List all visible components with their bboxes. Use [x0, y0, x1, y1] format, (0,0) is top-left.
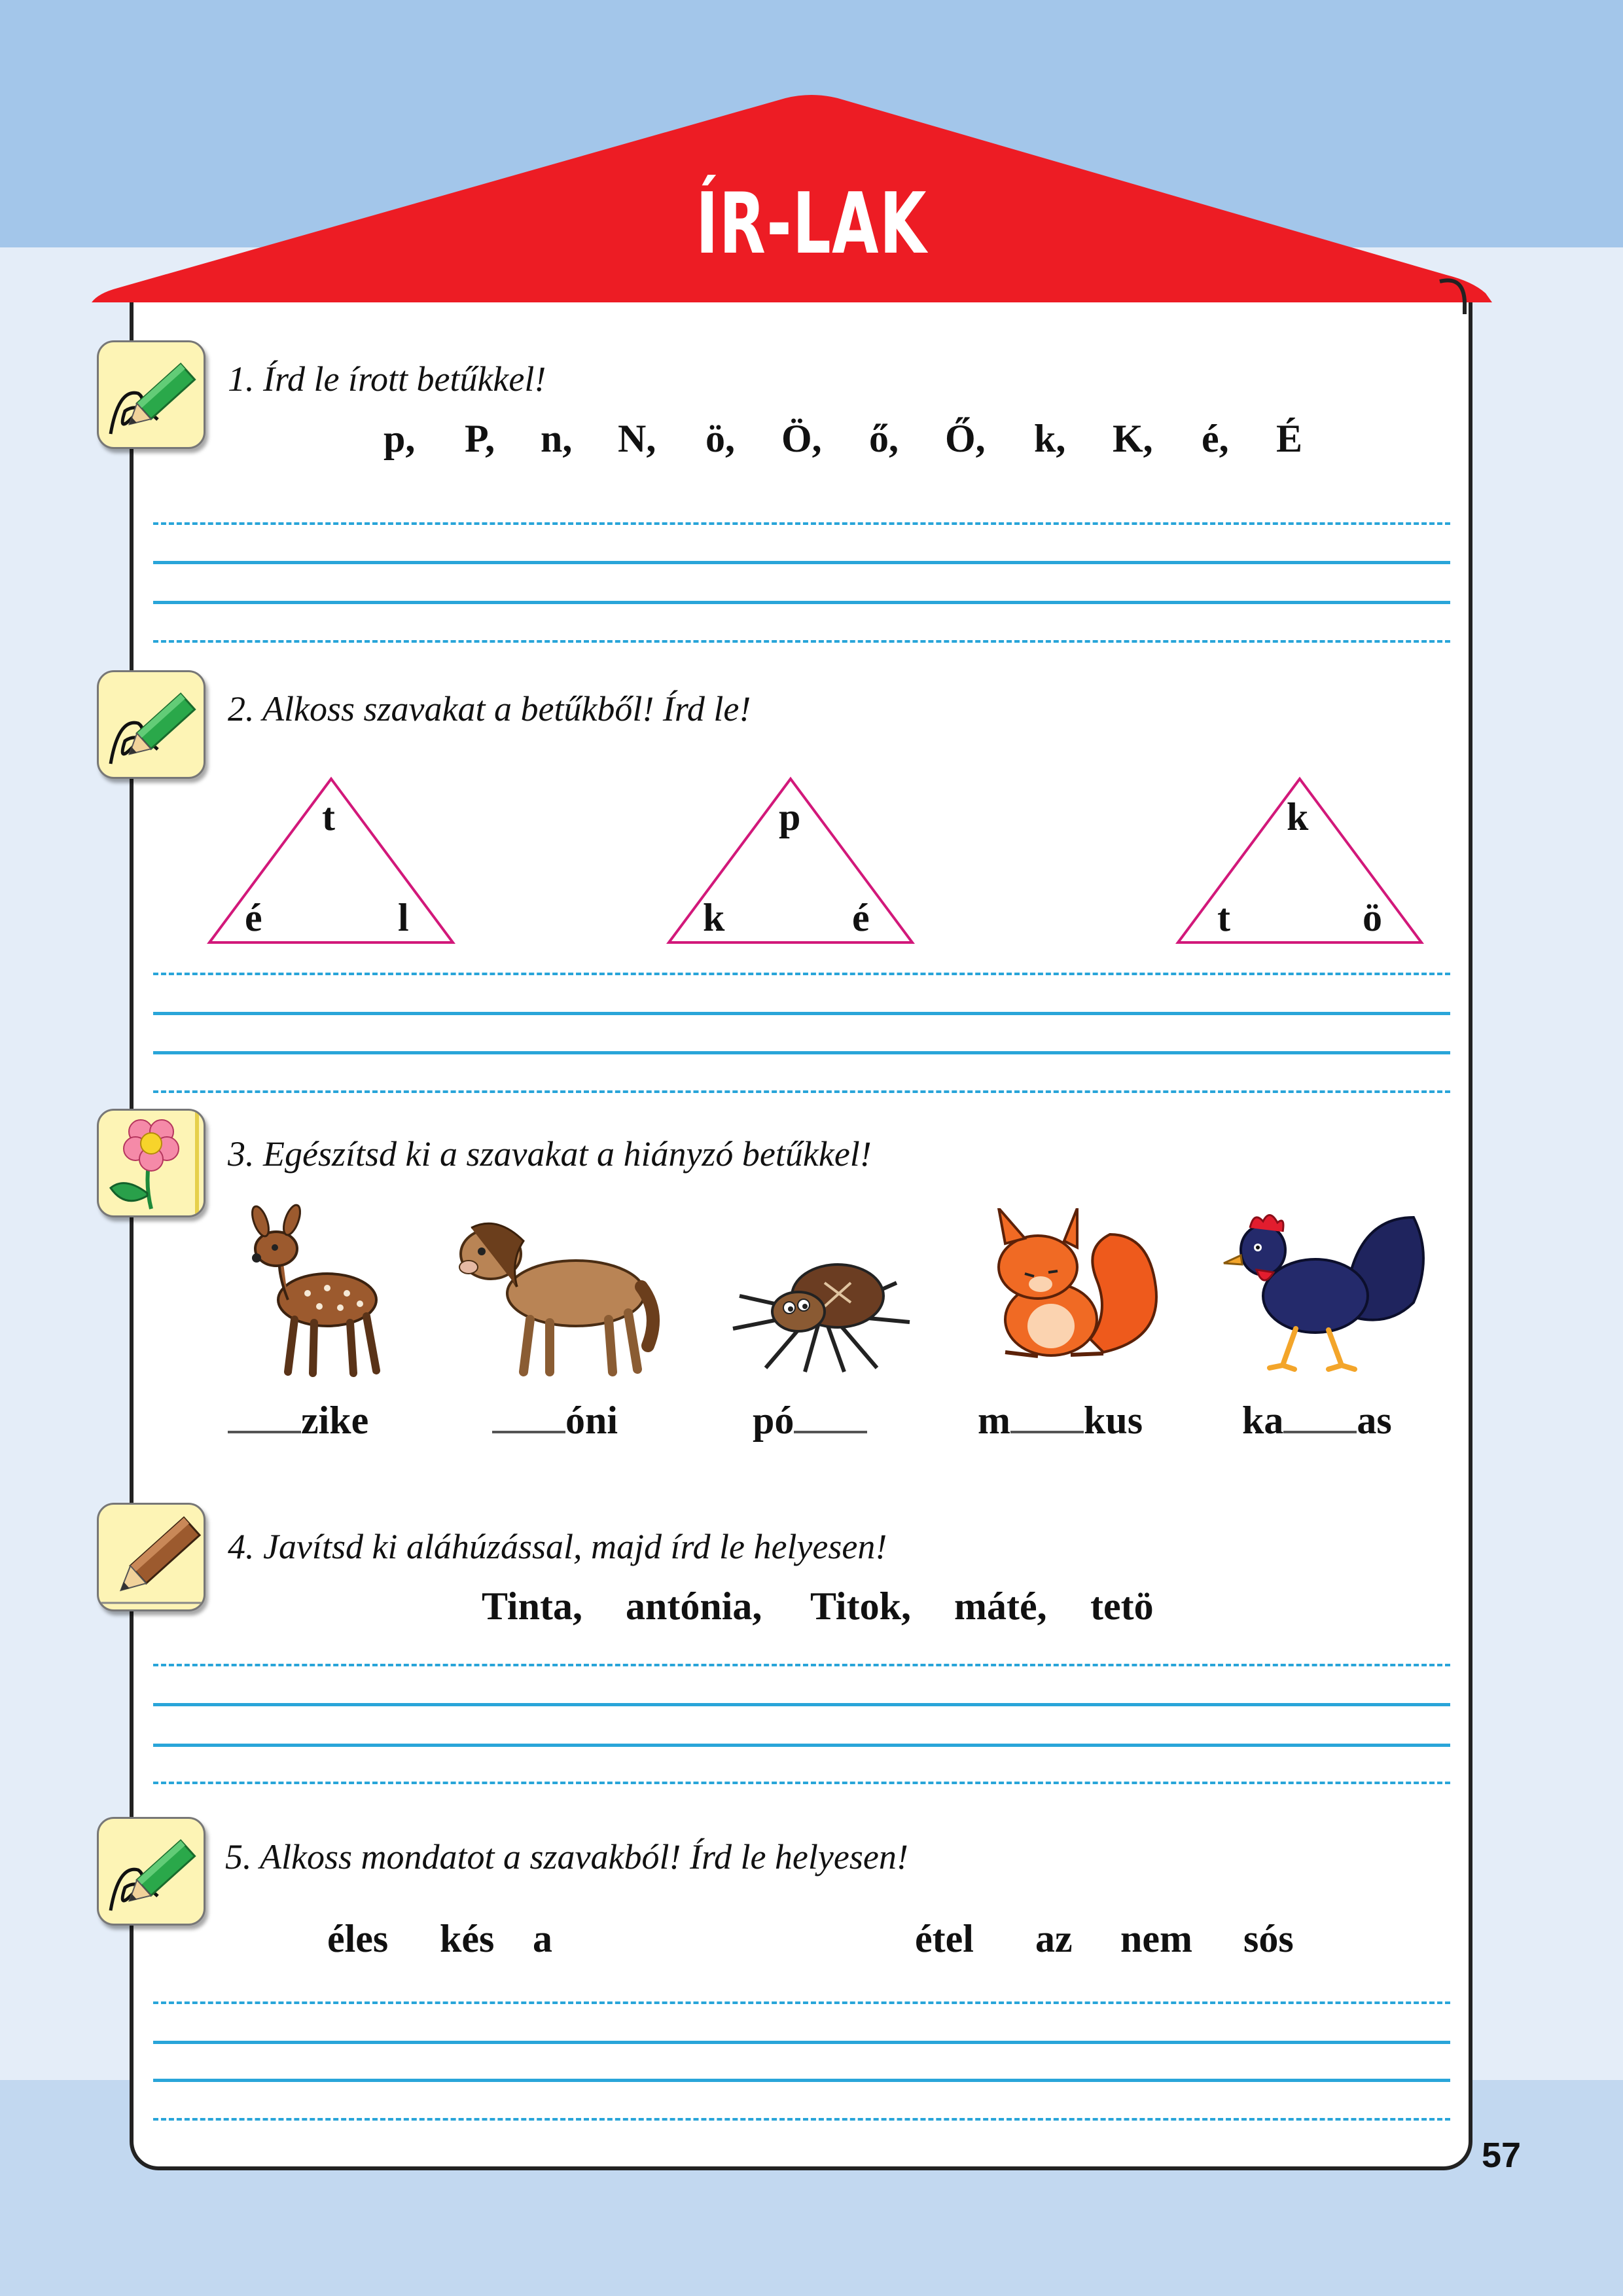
letter: Ő, — [945, 417, 986, 460]
pencil-letter-icon — [97, 340, 205, 449]
triangle-3-left-letter: t — [1217, 896, 1230, 939]
rooster-icon — [1217, 1204, 1433, 1374]
word[interactable]: máté, — [954, 1585, 1047, 1628]
task3-prompt: 3. Egészítsd ki a szavakat a hiányzó betűkkel! — [228, 1134, 872, 1174]
word[interactable]: tetö — [1090, 1585, 1154, 1628]
spider-icon — [726, 1244, 916, 1374]
letter: p, — [383, 417, 416, 460]
task1-prompt: 1. Írd le írott betűkkel! — [228, 359, 546, 399]
flower-icon — [97, 1109, 205, 1217]
pony-icon — [452, 1215, 661, 1378]
word[interactable]: Tinta, — [482, 1585, 582, 1628]
triangle-3-right-letter: ö — [1363, 896, 1382, 939]
answer-blank[interactable] — [228, 1399, 301, 1433]
task5-prompt: 5. Alkoss mondatot a szavakból! Írd le helyesen! — [225, 1837, 908, 1876]
word-prefix: pó — [753, 1399, 794, 1442]
writing-line — [153, 2041, 1450, 2044]
letter: é, — [1202, 417, 1229, 460]
word-with-blank-1 — [228, 1398, 368, 1443]
page-title: ÍR-LAK — [696, 175, 927, 273]
pencil-icon — [97, 1503, 205, 1611]
dashed-guide-line — [153, 522, 1450, 525]
writing-line — [153, 1012, 1450, 1015]
writing-line — [153, 601, 1450, 604]
triangle-2-top-letter: p — [779, 795, 801, 838]
page-number: 57 — [1482, 2136, 1522, 2175]
word-with-blank-4 — [978, 1398, 1143, 1443]
word-with-blank-2 — [492, 1398, 618, 1443]
letter: Ö, — [781, 417, 822, 460]
answer-blank[interactable] — [1283, 1399, 1357, 1433]
deer-icon — [236, 1202, 393, 1378]
dashed-guide-line — [153, 2001, 1450, 2004]
word-with-blank-5 — [1242, 1398, 1392, 1443]
dashed-guide-line — [153, 1090, 1450, 1093]
dashed-guide-line — [153, 1782, 1450, 1784]
word[interactable]: Titok, — [810, 1585, 911, 1628]
answer-blank[interactable] — [492, 1399, 565, 1433]
writing-line — [153, 1744, 1450, 1747]
word-suffix: kus — [1083, 1399, 1143, 1442]
letter: k, — [1034, 417, 1066, 460]
answer-blank[interactable] — [794, 1399, 867, 1433]
letter: P, — [465, 417, 495, 460]
word: sós — [1243, 1917, 1294, 1960]
word-suffix: as — [1357, 1399, 1392, 1442]
dashed-guide-line — [153, 1664, 1450, 1666]
letter: ő, — [869, 417, 899, 460]
task2-prompt: 2. Alkoss szavakat a betűkből! Írd le! — [228, 689, 751, 728]
pencil-letter-icon — [97, 1817, 205, 1926]
triangle-2-left-letter: k — [703, 896, 725, 939]
writing-line — [153, 2079, 1450, 2082]
word[interactable]: antónia, — [626, 1585, 762, 1628]
letter: É — [1276, 417, 1303, 460]
writing-line — [153, 1051, 1450, 1054]
letter: N, — [618, 417, 656, 460]
writing-line — [153, 561, 1450, 564]
letter: ö, — [705, 417, 735, 460]
word: nem — [1120, 1917, 1192, 1960]
dashed-guide-line — [153, 640, 1450, 643]
word: kés — [440, 1917, 495, 1960]
task4-prompt: 4. Javítsd ki aláhúzással, majd írd le helyesen! — [228, 1527, 887, 1566]
word: a — [533, 1917, 552, 1960]
squirrel-icon — [966, 1208, 1169, 1365]
triangle-1-right-letter: l — [398, 896, 409, 939]
word-prefix: ka — [1242, 1399, 1284, 1442]
word: az — [1035, 1917, 1073, 1960]
word-suffix: zike — [301, 1399, 369, 1442]
word: étel — [915, 1917, 974, 1960]
letter: n, — [541, 417, 573, 460]
writing-line — [153, 1703, 1450, 1706]
word-with-blank-3 — [753, 1398, 867, 1443]
answer-blank[interactable] — [1010, 1399, 1084, 1433]
pencil-letter-icon — [97, 670, 205, 779]
word-prefix: m — [978, 1399, 1010, 1442]
triangle-1-left-letter: é — [245, 896, 262, 939]
triangle-3-top-letter: k — [1287, 795, 1309, 838]
dashed-guide-line — [153, 2118, 1450, 2121]
triangle-1-top-letter: t — [322, 795, 335, 838]
letter: K, — [1113, 417, 1153, 460]
triangle-2-right-letter: é — [852, 896, 870, 939]
word-suffix: óni — [565, 1399, 618, 1442]
word: éles — [327, 1917, 389, 1960]
dashed-guide-line — [153, 973, 1450, 975]
